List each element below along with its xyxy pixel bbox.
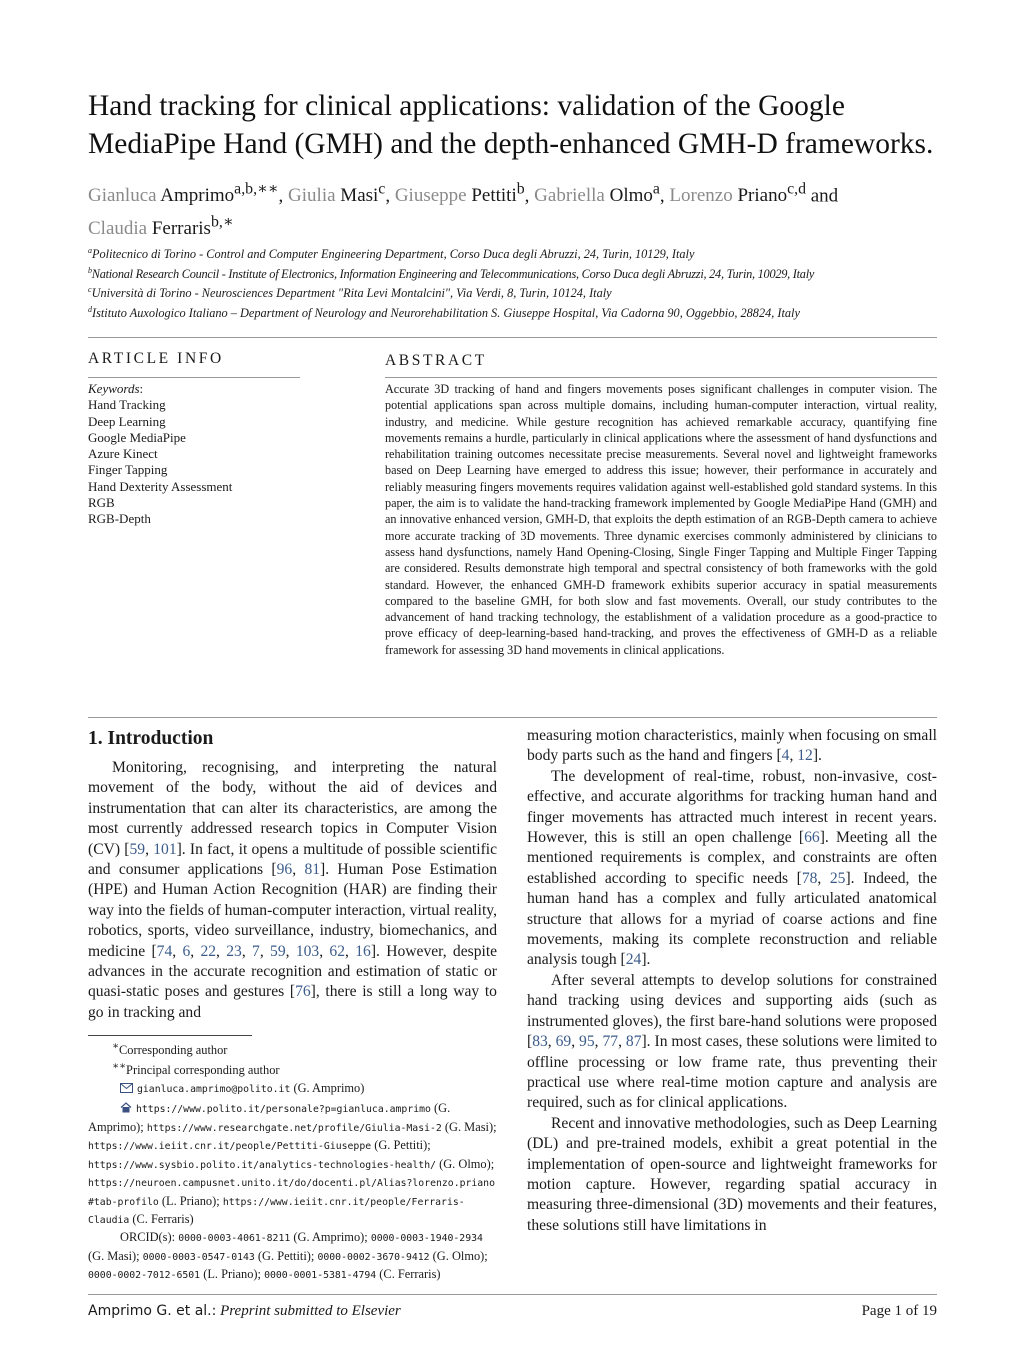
affiliation: [88, 266, 948, 282]
affiliation-sup: d: [88, 304, 92, 314]
keywords-block: Keywords: Hand Tracking Deep Learning Google MediaPipe Azure Kinect Finger Tapping Hand Dexterity Assessment RGB RGB-Depth: [88, 381, 308, 528]
author-sup: a: [652, 181, 660, 198]
citation-link[interactable]: 59: [270, 942, 286, 960]
footnote-text: Principal corresponding author: [126, 1062, 280, 1077]
footnote-orcids: [88, 1229, 497, 1284]
homepage-link[interactable]: https://www.ieiit.cnr.it/people/Ferraris-Claudia: [88, 1196, 465, 1226]
abstract-text: Accurate 3D tracking of hand and fingers movements poses significant challenges in computer vision. The potential applications span across multiple domains, including human-computer interaction, virtual reality, industry, and medicine. While gesture recognition has achieved remarkable accuracy, quantifying fine movements remains a hurdle, particularly in clinical applications where the assessment of hand dysfunctions and rehabilitation training outcomes necessitate precise measurements. Several novel and lightweight frameworks based on Deep Learning have emerged to address this issue; however, their performance in accurately and reliably measuring fingers movements requires validation against well-established gold standard systems. In this paper, the aim is to validate the hand-tracking framework implemented by Google MediaPipe Hand (GMH) and an innovative enhanced version, GMH-D, that exploits the depth estimation of an RGB-Depth camera to achieve more accurate tracking of 3D movements. Three dynamic exercises commonly administered by clinicians to assess hand dysfunctions, namely Hand Opening-Closing, Single Finger Tapping and Multiple Finger Tapping are considered. Results demonstrate high temporal and spectral consistency of both frameworks with the gold standard. However, the enhanced GMH-D framework exhibits superior accuracy in spatial measurements compared to the baseline GMH, for both slow and fast movements. Overall, our study contributes to the advancement of hand tracking technology, the establishment of a validation procedure as a good-practice to prove efficacy of deep-learning-based hand-tracking, and proves the effectiveness of GMH-D as a reliable framework for assessing 3D hand movements in clinical applications.: [385, 382, 937, 657]
affiliation-text: Politecnico di Torino - Control and Computer Engineering Department, Corso Duca degli Abruzzi, 24, Turin, 10129, Italy: [92, 247, 695, 262]
orcid-link[interactable]: 0000-0002-7012-6501: [88, 1270, 201, 1282]
orcid-owner: (G. Pettiti);: [257, 1248, 315, 1263]
orcid-label: ORCID(s):: [120, 1230, 176, 1245]
citation-link[interactable]: 62: [329, 942, 346, 960]
author-first-name: Gianluca: [88, 185, 157, 207]
author[interactable]: [88, 213, 234, 239]
author-last-name: Olmo: [609, 185, 653, 207]
author-last-name: Amprimo: [160, 185, 235, 207]
right-column: [527, 726, 937, 1236]
keyword: Google MediaPipe: [88, 429, 186, 445]
homepage-link[interactable]: https://www.sysbio.polito.it/analytics-technologies-health/: [88, 1159, 436, 1171]
author-sup: b: [516, 181, 525, 198]
citation-link[interactable]: 101: [153, 840, 177, 858]
article-info-divider: [88, 377, 300, 378]
homepage-link[interactable]: https://www.researchgate.net/profile/Giulia-Masi-2: [146, 1122, 442, 1134]
footnote-email: [88, 1080, 497, 1098]
section-heading: 1. Introduction: [88, 728, 214, 749]
author[interactable]: [394, 181, 525, 207]
citation-link[interactable]: 87: [625, 1033, 642, 1051]
affiliation: [88, 285, 948, 301]
author-last-name: Priano: [737, 185, 788, 207]
envelope-icon: [120, 1081, 133, 1097]
citation-link[interactable]: 103: [295, 942, 320, 960]
author-sup: c: [378, 181, 386, 198]
orcid-owner: (G. Olmo);: [432, 1248, 488, 1263]
affiliation-text: Università di Torino - Neurosciences Department "Rita Levi Montalcini", Via Verdi, 8, Turin, 10124, Italy: [91, 286, 612, 301]
affiliation-sup: c: [88, 285, 92, 294]
homepage-link[interactable]: https://www.polito.it/personale?p=gianluca.amprimo: [136, 1104, 431, 1116]
footnotes: [88, 1039, 497, 1285]
footnote-principal: [88, 1059, 497, 1079]
author[interactable]: [669, 181, 806, 207]
author[interactable]: [534, 181, 660, 207]
author-first-name: Claudia: [88, 217, 148, 239]
citation-link[interactable]: 25: [829, 869, 846, 887]
citation-link[interactable]: 76: [295, 983, 311, 1001]
keyword: Hand Tracking: [88, 397, 166, 413]
author-list: Gianluca Amprimo$^{a,b,∗∗}$, Giulia Masi$^c$, Giuseppe Pettiti$^b$, Gabriella Olmo$^a$, Lorenzo Priano$^{c,d}$ and Claudia Ferraris$^{b,∗}$: [88, 181, 839, 239]
citation-link[interactable]: 24: [625, 951, 642, 969]
and-word: and: [810, 185, 839, 207]
url-owner: (G. Masi);: [444, 1119, 497, 1134]
footer-author: Amprimo G. et al.:: [88, 1303, 217, 1319]
orcid-owner: (G. Masi);: [88, 1248, 140, 1263]
footnote-corresponding: [88, 1039, 497, 1059]
url-owner: (C. Ferraris): [132, 1211, 194, 1226]
paragraph: The development of real-time, robust, non-invasive, cost-effective, and accurate algorithms for tracking human hand and finger movements has attracted much interest in recent years. However, this is still an open challenge [66]. Meeting all the mentioned requirements is complex, and constraints are often established according to specific needs [78, 25]. Indeed, the human hand has a complex and fully articulated anatomical structure that allows for a myriad of coarse actions and fine movements, making its complete reconstruction and reliable analysis tough [24].: [527, 767, 938, 969]
affiliation-text: National Research Council - Institute of Electronics, Information Engineering and Telecommunications, Corso Duca degli Abruzzi, 24, Turin, 10029, Italy: [91, 266, 815, 281]
keywords-label: Keywords: [88, 381, 140, 396]
keyword: RGB: [88, 495, 115, 511]
author-last-name: Pettiti: [471, 185, 517, 207]
paragraph: Recent and innovative methodologies, such as Deep Learning (DL) and pre-trained models, exhibit a great potential in the implementation of open-source and lightweight frameworks for motion capture. However, regarding spatial accuracy in measuring three-dimensional (3D) movements and their features, these solutions still have limitations in: [527, 1114, 937, 1234]
author-first-name: Gabriella: [534, 185, 605, 207]
citation-link[interactable]: 12: [797, 747, 813, 765]
footnote-mark: ∗∗: [112, 1060, 127, 1072]
affiliation: [88, 246, 948, 262]
citation-link[interactable]: 6: [182, 942, 191, 960]
url-owner: (G. Olmo);: [439, 1156, 495, 1171]
author-last-name: Ferraris: [151, 217, 211, 239]
abstract-heading: ABSTRACT: [385, 352, 487, 369]
footnote-rule: [88, 1035, 252, 1036]
author-sup: b,∗: [210, 213, 234, 231]
citation-link[interactable]: 59: [129, 840, 146, 858]
paragraph: After several attempts to develop solutions for constrained hand tracking using devices and supporting aids (such as instrumented gloves), the first bare-hand solutions were proposed [83, 69, 95, 77, 87]. In most cases, these solutions were limited to offline processing or low frame rate, thus preventing their practical use where real-time motion capture and analysis are required, such as for clinical applications.: [527, 971, 938, 1112]
citation-link[interactable]: 16: [355, 942, 371, 960]
homepage-link[interactable]: https://neuroen.campusnet.unito.it/do/docenti.pl/Alias?lorenzo.priano#tab-profilo: [88, 1178, 495, 1208]
page-number: Page 1 of 19: [861, 1303, 937, 1319]
citation-link[interactable]: 4: [781, 747, 790, 765]
footer-divider: [88, 1294, 937, 1295]
author-first-name: Giulia: [288, 185, 336, 207]
citation-link[interactable]: 22: [200, 942, 217, 960]
affiliation-sup: b: [88, 265, 92, 275]
paragraph: Monitoring, recognising, and interpreting the natural movement of the body, without the aid of devices and instrumentation that can alter its characteristics, are among the most currently addressed research topics in Computer Vision (CV) [59, 101]. In fact, it opens a multitude of possible scientific and consumer applications [96, 81]. Human Pose Estimation (HPE) and Human Action Recognition (HAR) are finding their way into the fields of human-computer interaction, virtual reality, robotics, sports, video surveillance, industry, biomechanics, and medicine [74, 6, 22, 23, 7, 59, 103, 62, 16]. However, despite advances in the accurate recognition and estimation of static or quasi-static poses and gestures [76], there is still a long way to go in tracking and: [88, 759, 498, 1021]
url-owner: (G. Amprimo);: [88, 1101, 451, 1134]
url-owner: (L. Priano);: [161, 1193, 220, 1208]
citation-link[interactable]: 66: [804, 829, 820, 847]
keyword: Finger Tapping: [88, 462, 168, 478]
affiliation: [88, 305, 948, 321]
citation-link[interactable]: 77: [602, 1033, 619, 1051]
running-footer: [88, 1303, 401, 1320]
home-icon: [120, 1101, 132, 1117]
citation-link[interactable]: 95: [579, 1033, 595, 1051]
orcid-owner: (L. Priano);: [203, 1267, 261, 1282]
citation-link[interactable]: 83: [532, 1033, 548, 1051]
keyword: RGB-Depth: [88, 511, 151, 527]
footer-note: Preprint submitted to Elsevier: [220, 1303, 401, 1319]
citation-link[interactable]: 78: [801, 869, 818, 887]
citation-link[interactable]: 23: [226, 942, 242, 960]
header-divider: [88, 337, 937, 338]
orcid-owner: (G. Amprimo);: [293, 1230, 368, 1245]
article-info-heading: ARTICLE INFO: [88, 350, 224, 367]
left-column: [88, 758, 497, 1023]
homepage-link[interactable]: https://www.ieiit.cnr.it/people/Pettiti-Giuseppe: [88, 1141, 372, 1153]
orcid-link[interactable]: 0000-0002-3670-9412: [317, 1251, 430, 1263]
author-sup: c,d: [787, 181, 806, 198]
citation-link[interactable]: 69: [555, 1033, 572, 1051]
citation-link[interactable]: 81: [304, 861, 321, 879]
abstract-divider: [385, 377, 937, 378]
author[interactable]: [88, 181, 279, 207]
orcid-link[interactable]: 0000-0003-4061-8211: [178, 1233, 291, 1245]
affiliation-sup: a: [88, 246, 92, 255]
footnote-urls: [88, 1100, 497, 1229]
paper-title: Hand tracking for clinical applications: validation of the Google MediaPipe Hand (GMH) and the depth-enhanced GMH-D frameworks.: [88, 90, 934, 160]
orcid-link[interactable]: 0000-0003-1940-2934: [370, 1233, 483, 1245]
keyword: Azure Kinect: [88, 446, 158, 462]
footnote-text: Corresponding author: [119, 1043, 228, 1058]
citation-link[interactable]: 96: [276, 861, 293, 879]
body-divider: [88, 717, 937, 718]
author-sup: a,b,∗∗: [234, 181, 279, 198]
keyword: Hand Dexterity Assessment: [88, 478, 233, 494]
footnote-mark: ∗: [112, 1041, 120, 1052]
email-owner: (G. Amprimo): [293, 1081, 365, 1096]
orcid-link[interactable]: 0000-0003-0547-0143: [142, 1251, 255, 1263]
orcid-link[interactable]: 0000-0001-5381-4794: [264, 1270, 377, 1282]
email-link[interactable]: gianluca.amprimo@polito.it: [137, 1084, 291, 1096]
keyword: Deep Learning: [88, 413, 166, 429]
author[interactable]: [288, 181, 386, 207]
url-owner: (G. Pettiti);: [374, 1138, 431, 1153]
affiliation-text: Istituto Auxologico Italiano – Department of Neurology and Neurorehabilitation S. Giuseppe Hospital, Via Cadorna 90, Oggebbio, 28824, Italy: [92, 305, 800, 320]
orcid-owner: (C. Ferraris): [379, 1267, 441, 1282]
author-first-name: Giuseppe: [394, 185, 467, 207]
citation-link[interactable]: 74: [156, 942, 173, 960]
author-first-name: Lorenzo: [669, 185, 733, 207]
citation-link[interactable]: 7: [252, 942, 260, 960]
paragraph: measuring motion characteristics, mainly when focusing on small body parts such as the hand and fingers [4, 12].: [527, 727, 937, 765]
author-last-name: Masi: [340, 185, 379, 207]
